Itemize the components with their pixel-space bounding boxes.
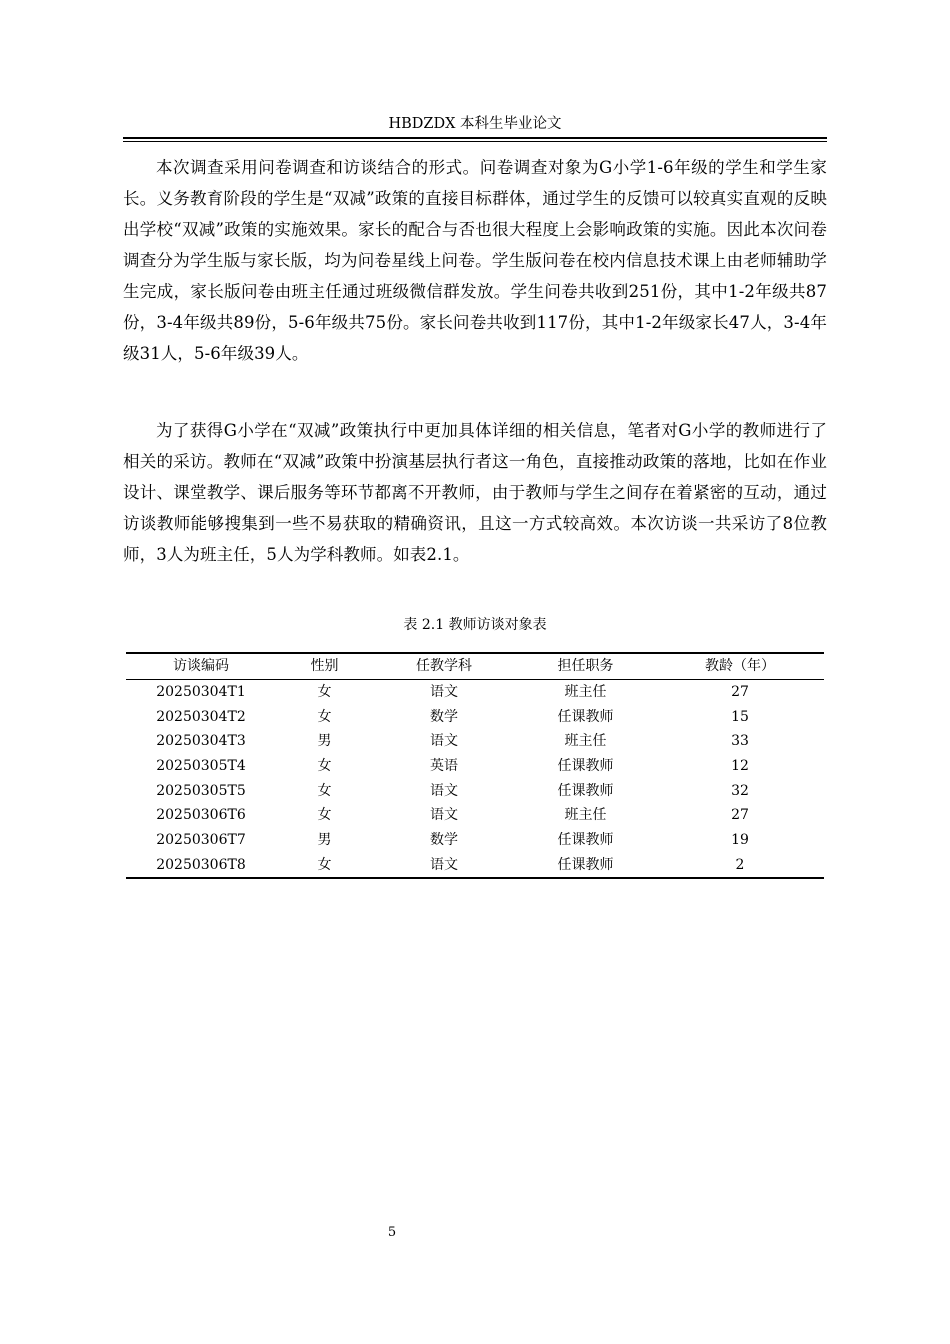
table-row	[126, 704, 824, 729]
cell-position: 班主任	[564, 684, 607, 701]
cell-gender: 女	[317, 807, 332, 824]
cell-position: 任课教师	[557, 708, 614, 725]
cell-subject: 语文	[430, 782, 458, 799]
table-caption: 表 2.1 教师访谈对象表	[403, 617, 547, 633]
cell-subject: 语文	[430, 733, 458, 750]
cell-years: 27	[731, 684, 749, 701]
cell-code: 20250305T4	[156, 758, 246, 775]
table-row	[126, 754, 824, 779]
cell-gender: 女	[317, 782, 332, 799]
column-header-gender: 性别	[276, 653, 373, 679]
column-header-years: 教龄（年）	[656, 653, 824, 679]
cell-subject: 数学	[430, 832, 458, 849]
cell-years: 15	[731, 708, 749, 725]
cell-subject: 语文	[430, 684, 458, 701]
interview-table	[126, 652, 824, 879]
cell-position: 任课教师	[557, 758, 614, 775]
cell-years: 33	[731, 733, 749, 750]
cell-code: 20250304T2	[156, 708, 246, 725]
cell-subject: 英语	[430, 758, 458, 775]
cell-years: 2	[656, 853, 824, 879]
paragraph-survey-method: 本次调查采用问卷调查和访谈结合的形式。问卷调查对象为G小学1-6年级的学生和学生家长。义务教育阶段的学生是“双减”政策的直接目标群体，通过学生的反馈可以较真实直观的反映出学校“双减”政策的实施效果。家长的配合与否也很大程度上会影响政策的实施。因此本次问卷调查分为学生版与家长版，均为问卷星线上问卷。学生版问卷在校内信息技术课上由老师辅助学生完成，家长版问卷由班主任通过班级微信群发放。学生问卷共收到251份，其中1-2年级共87份，3-4年级共89份，5-6年级共75份。家长问卷共收到117份，其中1-2年级家长47人，3-4年级31人，5-6年级39人。	[123, 158, 827, 363]
cell-code: 20250305T5	[156, 782, 246, 799]
cell-code: 20250304T1	[156, 684, 246, 701]
cell-code: 20250306T6	[156, 807, 246, 824]
cell-position: 任课教师	[557, 782, 614, 799]
cell-position: 任课教师	[557, 832, 614, 849]
cell-code: 20250306T8	[126, 853, 276, 879]
cell-gender: 男	[317, 832, 332, 849]
cell-position: 班主任	[564, 807, 607, 824]
table-row	[126, 828, 824, 853]
table-row	[126, 729, 824, 754]
cell-gender: 女	[317, 708, 332, 725]
column-header-subject: 任教学科	[373, 653, 515, 679]
running-header: HBDZDX 本科生毕业论文	[388, 116, 562, 132]
header-rule-thick	[123, 137, 827, 139]
column-header-position: 担任职务	[515, 653, 656, 679]
cell-subject: 数学	[430, 708, 458, 725]
cell-gender: 男	[317, 733, 332, 750]
table-row	[126, 778, 824, 803]
cell-gender: 女	[317, 684, 332, 701]
cell-years: 32	[731, 782, 749, 799]
header-rule-thin	[123, 141, 827, 142]
column-header-code: 访谈编码	[126, 653, 276, 679]
cell-years: 19	[731, 832, 749, 849]
cell-subject: 语文	[430, 807, 458, 824]
table-row	[126, 803, 824, 828]
paragraph-teacher-interview: 为了获得G小学在“双减”政策执行中更加具体详细的相关信息，笔者对G小学的教师进行了相关的采访。教师在“双减”政策中扮演基层执行者这一角色，直接推动政策的落地，比如在作业设计、课堂教学、课后服务等环节都离不开教师，由于教师与学生之间存在着紧密的互动，通过访谈教师能够搜集到一些不易获取的精确资讯，且这一方式较高效。本次访谈一共采访了8位教师，3人为班主任，5人为学科教师。如表2.1。	[123, 421, 827, 564]
table-row	[126, 679, 824, 704]
table-row	[126, 853, 824, 879]
cell-code: 20250304T3	[156, 733, 246, 750]
cell-gender: 女	[317, 758, 332, 775]
table-header-row	[126, 653, 824, 679]
cell-gender: 女	[276, 853, 373, 879]
cell-position: 班主任	[564, 733, 607, 750]
cell-code: 20250306T7	[156, 832, 246, 849]
cell-years: 27	[731, 807, 749, 824]
interview-table-container	[126, 652, 824, 879]
cell-subject: 语文	[373, 853, 515, 879]
cell-years: 12	[731, 758, 749, 775]
page-number: 5	[387, 1225, 397, 1240]
cell-position: 任课教师	[515, 853, 656, 879]
